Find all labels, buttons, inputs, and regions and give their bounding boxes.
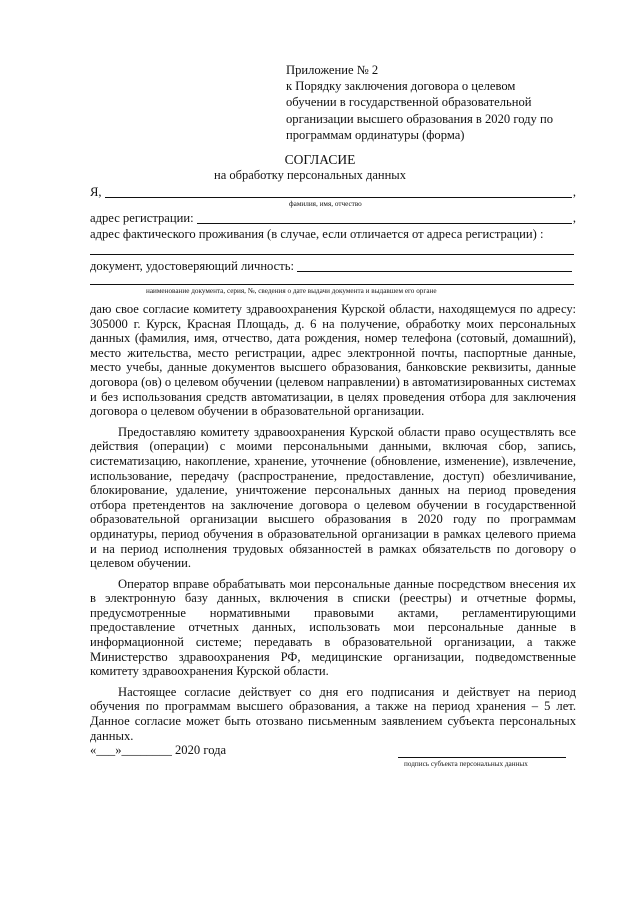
identity-document-caption: наименование документа, серия, №, сведения о дате выдачи документа и выдавшем его органе: [146, 287, 437, 295]
consent-paragraph-1: даю свое согласие комитету здравоохранения Курской области, находящемуся по адресу: 305000 г. Курск, Красная Площадь, д. 6 на получение, обработку моих персональных данных (фамилия, имя, отчество, дата рождения, номер телефона (сотовый, домашний), место жительства, место регистрации, адрес электронной почты, паспортные данные, место учебы, данные документов высшего образования, банковские реквизиты, данные договора (ов) о целевом обучении (целевом направлении) в автоматизированных системах и без использования средств автоматизации, в целях проведения отбора для заключения договора о целевом обучении в образовательной организации.: [90, 302, 576, 419]
signature-date[interactable]: «___»________ 2020 года: [90, 743, 227, 757]
appendix-line: программам ординатуры (форма): [286, 127, 465, 142]
appendix-line: обучении в государственной образовательной: [286, 95, 532, 110]
name-suffix: ,: [572, 185, 576, 199]
appendix-line: Приложение № 2: [286, 63, 379, 77]
actual-address-field: [90, 226, 576, 242]
identity-document-field[interactable]: [90, 258, 572, 274]
registration-address-line[interactable]: [197, 211, 572, 224]
appendix-line: к Порядку заключения договора о целевом: [286, 79, 516, 94]
consent-paragraph-3: Оператор вправе обрабатывать мои персональные данные посредством внесения их в электронную базу данных, включения в списки (реестры) и отчетные формы, предусмотренные нормативными правовыми актами, регламентирующими предоставление отчетных данных, использовать мои персональные данные в информационной системе; передавать в образовательной организации, а также Министерство здравоохранения РФ, медицинские организации, подведомственные комитету здравоохранения Курской области.: [90, 576, 576, 679]
consent-body: [90, 302, 576, 743]
appendix-header: [286, 62, 586, 143]
appendix-line: организации высшего образования в 2020 году по: [286, 111, 554, 126]
signature-caption: подпись субъекта персональных данных: [404, 760, 528, 768]
full-name-field[interactable]: [90, 184, 576, 200]
actual-address-label: адрес фактического проживания (в случае, если отличается от адреса регистрации) :: [90, 227, 544, 241]
identity-document-line-2[interactable]: [90, 284, 574, 285]
consent-paragraph-4: Настоящее согласие действует со дня его подписания и действует на период обучения по программам высшего образования, а также на период хранения – 5 лет. Данное согласие может быть отозвано письменным заявлением субъекта персональных данных.: [90, 684, 576, 743]
full-name-caption: фамилия, имя, отчество: [289, 200, 362, 208]
signature-line[interactable]: [398, 757, 566, 758]
registration-address-field[interactable]: [90, 210, 576, 226]
full-name-line[interactable]: [105, 185, 572, 198]
actual-address-line[interactable]: [90, 254, 574, 255]
registration-address-label: адрес регистрации:: [90, 211, 194, 225]
name-prefix: Я,: [90, 185, 102, 199]
registration-address-suffix: ,: [572, 211, 576, 225]
consent-paragraph-2: Предоставляю комитету здравоохранения Курской области право осуществлять все действия (операции) с моими персональными данными, включая сбор, запись, систематизацию, накопление, хранение, уточнение (обновление, изменение), извлечение, использование, передачу (распространение, предоставление, доступ) обезличивание, блокирование, удаление, уничтожение персональных данных на период проведения отбора претендентов на заключение договора о целевом обучении в государственной образовательной организации высшего образования в 2020 году по программам ординатуры, период обучения в образовательной организации в рамках целевого приема и на период исполнения трудовых обязанностей в рамках обязательств по договору о целевом обучении.: [90, 424, 576, 571]
identity-document-line[interactable]: [297, 259, 572, 272]
document-subtitle: на обработку персональных данных: [214, 168, 406, 182]
identity-document-label: документ, удостоверяющий личность:: [90, 259, 295, 273]
document-title: СОГЛАСИЕ: [284, 152, 356, 167]
